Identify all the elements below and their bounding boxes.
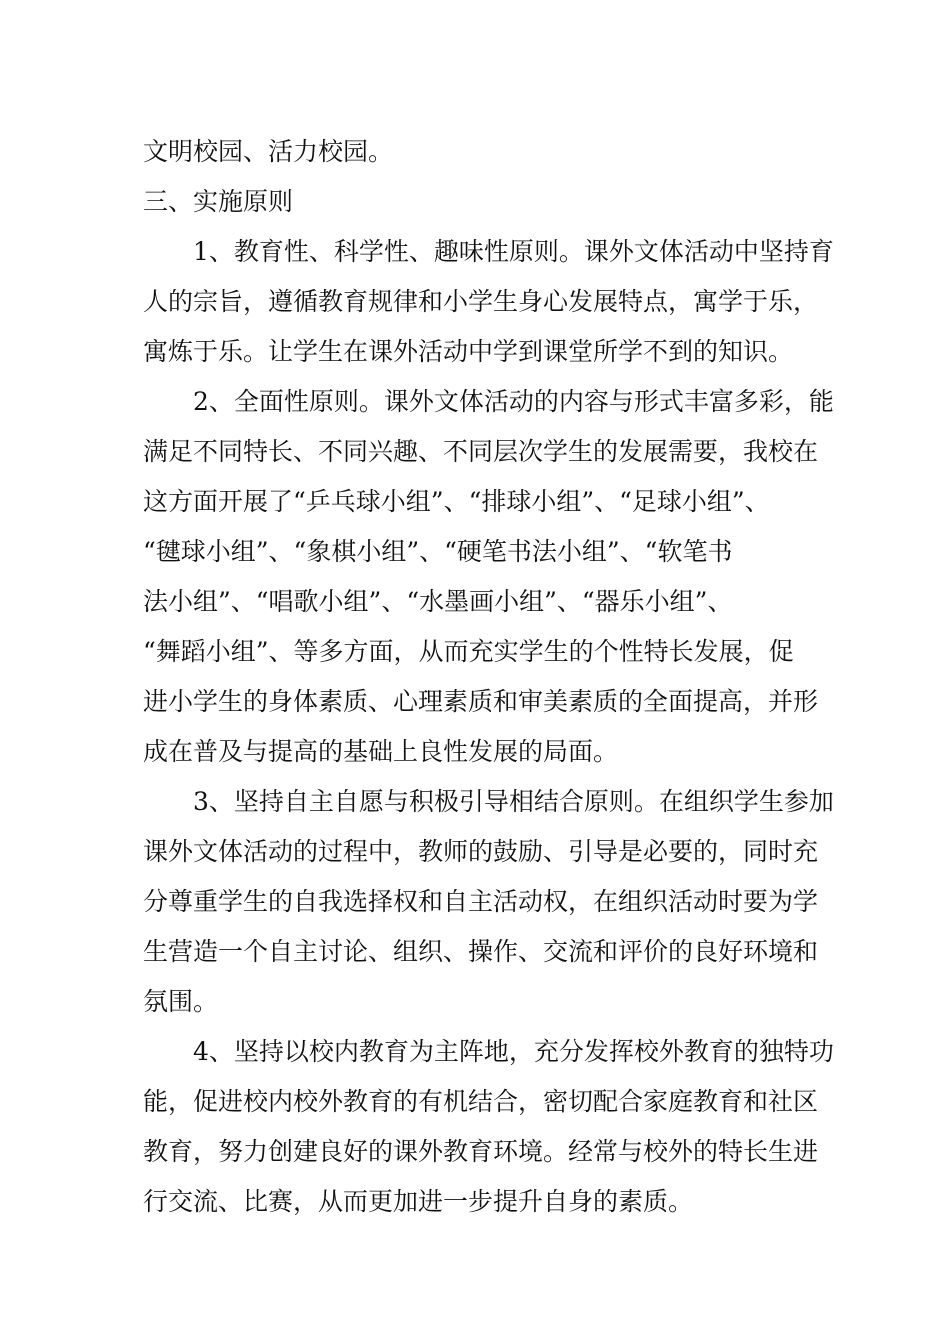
text-line: 2、全面性原则。课外文体活动的内容与形式丰富多彩，能 [193, 387, 834, 416]
text-line: 1、教育性、科学性、趣味性原则。课外文体活动中坚持育 [193, 237, 834, 266]
text-line: 课外文体活动的过程中，教师的鼓励、引导是必要的，同时充 [143, 837, 819, 866]
text-line: 人的宗旨，遵循教育规律和小学生身心发展特点，寓学于乐， [143, 287, 819, 316]
text-line: 氛围。 [143, 987, 219, 1016]
text-line: 这方面开展了“乒乓球小组”、“排球小组”、“足球小组”、 [143, 487, 770, 516]
text-line: 文明校园、活力校园。 [143, 137, 394, 166]
text-line: “舞蹈小组”、等多方面，从而充实学生的个性特长发展，促 [143, 637, 794, 666]
text-line: 教育，努力创建良好的课外教育环境。经常与校外的特长生进 [143, 1137, 819, 1166]
text-line: 成在普及与提高的基础上良性发展的局面。 [143, 737, 619, 766]
text-line: 能，促进校内校外教育的有机结合，密切配合家庭教育和社区 [143, 1087, 819, 1116]
text-line: 进小学生的身体素质、心理素质和审美素质的全面提高，并形 [143, 687, 819, 716]
text-line: 3、坚持自主自愿与积极引导相结合原则。在组织学生参加 [193, 787, 834, 816]
text-line: 分尊重学生的自我选择权和自主活动权，在组织活动时要为学 [143, 887, 819, 916]
text-line: 满足不同特长、不同兴趣、不同层次学生的发展需要，我校在 [143, 437, 819, 466]
text-line: 4、坚持以校内教育为主阵地，充分发挥校外教育的独特功 [193, 1037, 834, 1066]
text-line: 行交流、比赛，从而更加进一步提升自身的素质。 [143, 1187, 694, 1216]
text-line: 生营造一个自主讨论、组织、操作、交流和评价的良好环境和 [143, 937, 819, 966]
text-line: 寓炼于乐。让学生在课外活动中学到课堂所学不到的知识。 [143, 337, 794, 366]
text-line: 法小组”、“唱歌小组”、“水墨画小组”、“器乐小组”、 [143, 587, 733, 616]
text-line: “毽球小组”、“象棋小组”、“硬笔书法小组”、“软笔书 [143, 537, 733, 566]
section-heading: 三、实施原则 [143, 187, 294, 216]
